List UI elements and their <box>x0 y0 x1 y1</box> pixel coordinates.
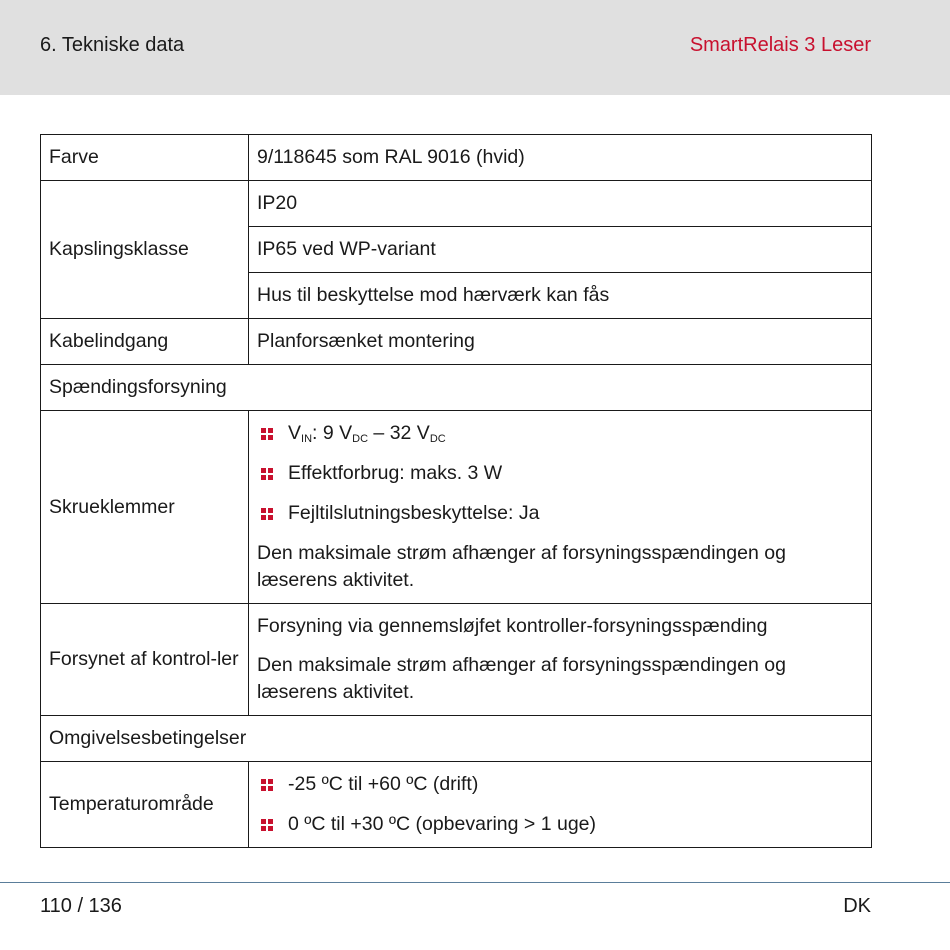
controller-note: Den maksimale strøm afhænger af forsyningsspændingen og læserens aktivitet. <box>257 654 786 703</box>
cable-label: Kabelindgang <box>41 319 249 365</box>
power-section-heading: Spændingsforsyning <box>41 365 872 411</box>
red-four-square-bullet-icon <box>261 508 273 520</box>
temp-storage: 0 ºC til +30 ºC (opbevaring > 1 uge) <box>288 813 597 835</box>
color-value: 9/118645 som RAL 9016 (hvid) <box>249 135 872 181</box>
technical-data-table <box>40 134 872 848</box>
list-item <box>261 500 863 527</box>
footer-divider <box>0 882 950 883</box>
color-label: Farve <box>41 135 249 181</box>
screw-label: Skrueklemmer <box>41 411 249 604</box>
table-row-cable <box>41 319 872 365</box>
list-item <box>261 420 863 447</box>
table-row-power-section <box>41 365 872 411</box>
protection-label: Kapslingsklasse <box>41 181 249 319</box>
red-four-square-bullet-icon <box>261 779 273 791</box>
env-section-heading: Omgivelsesbetingelser <box>41 716 872 762</box>
cable-value: Planforsænket montering <box>249 319 872 365</box>
screw-note: Den maksimale strøm afhænger af forsyningsspændingen og læserens aktivitet. <box>257 542 786 591</box>
list-item <box>261 771 863 798</box>
table-row-controller <box>41 604 872 716</box>
reverse-protection: Fejltilslutningsbeskyttelse: Ja <box>288 502 540 524</box>
power-consumption: Effektforbrug: maks. 3 W <box>288 462 503 484</box>
list-item <box>261 460 863 487</box>
section-title: 6. Tekniske data <box>40 34 185 56</box>
list-item <box>261 811 863 838</box>
controller-value: Forsyning via gennemsløjfet kontroller-forsyningsspænding <box>257 615 768 637</box>
screw-value <box>249 411 872 604</box>
controller-label: Forsynet af kontrol-ler <box>41 604 249 716</box>
page-header <box>0 0 950 95</box>
table-row-env-section <box>41 716 872 762</box>
red-four-square-bullet-icon <box>261 468 273 480</box>
table-row-color <box>41 135 872 181</box>
protection-value-2: IP65 ved WP-variant <box>249 227 872 273</box>
controller-value-cell <box>249 604 872 716</box>
table-row-protection <box>41 181 872 227</box>
temp-operating: -25 ºC til +60 ºC (drift) <box>288 773 479 795</box>
temp-label: Temperaturområde <box>41 762 249 848</box>
temp-bullet-list <box>257 771 863 838</box>
table-row-temp <box>41 762 872 848</box>
voltage-spec: $V_{IN}$: 9 $V_{DC} - 32$ $V_{DC}$ <box>288 422 446 445</box>
protection-value-3: Hus til beskyttelse mod hærværk kan fås <box>249 273 872 319</box>
page-number: 110 / 136 <box>40 895 122 917</box>
red-four-square-bullet-icon <box>261 819 273 831</box>
table-row-screw <box>41 411 872 604</box>
product-name: SmartRelais 3 Leser <box>689 34 871 56</box>
temp-value <box>249 762 872 848</box>
screw-bullet-list <box>257 420 863 527</box>
language-code: DK <box>843 895 871 917</box>
protection-value-1: IP20 <box>249 181 872 227</box>
red-four-square-bullet-icon <box>261 428 273 440</box>
